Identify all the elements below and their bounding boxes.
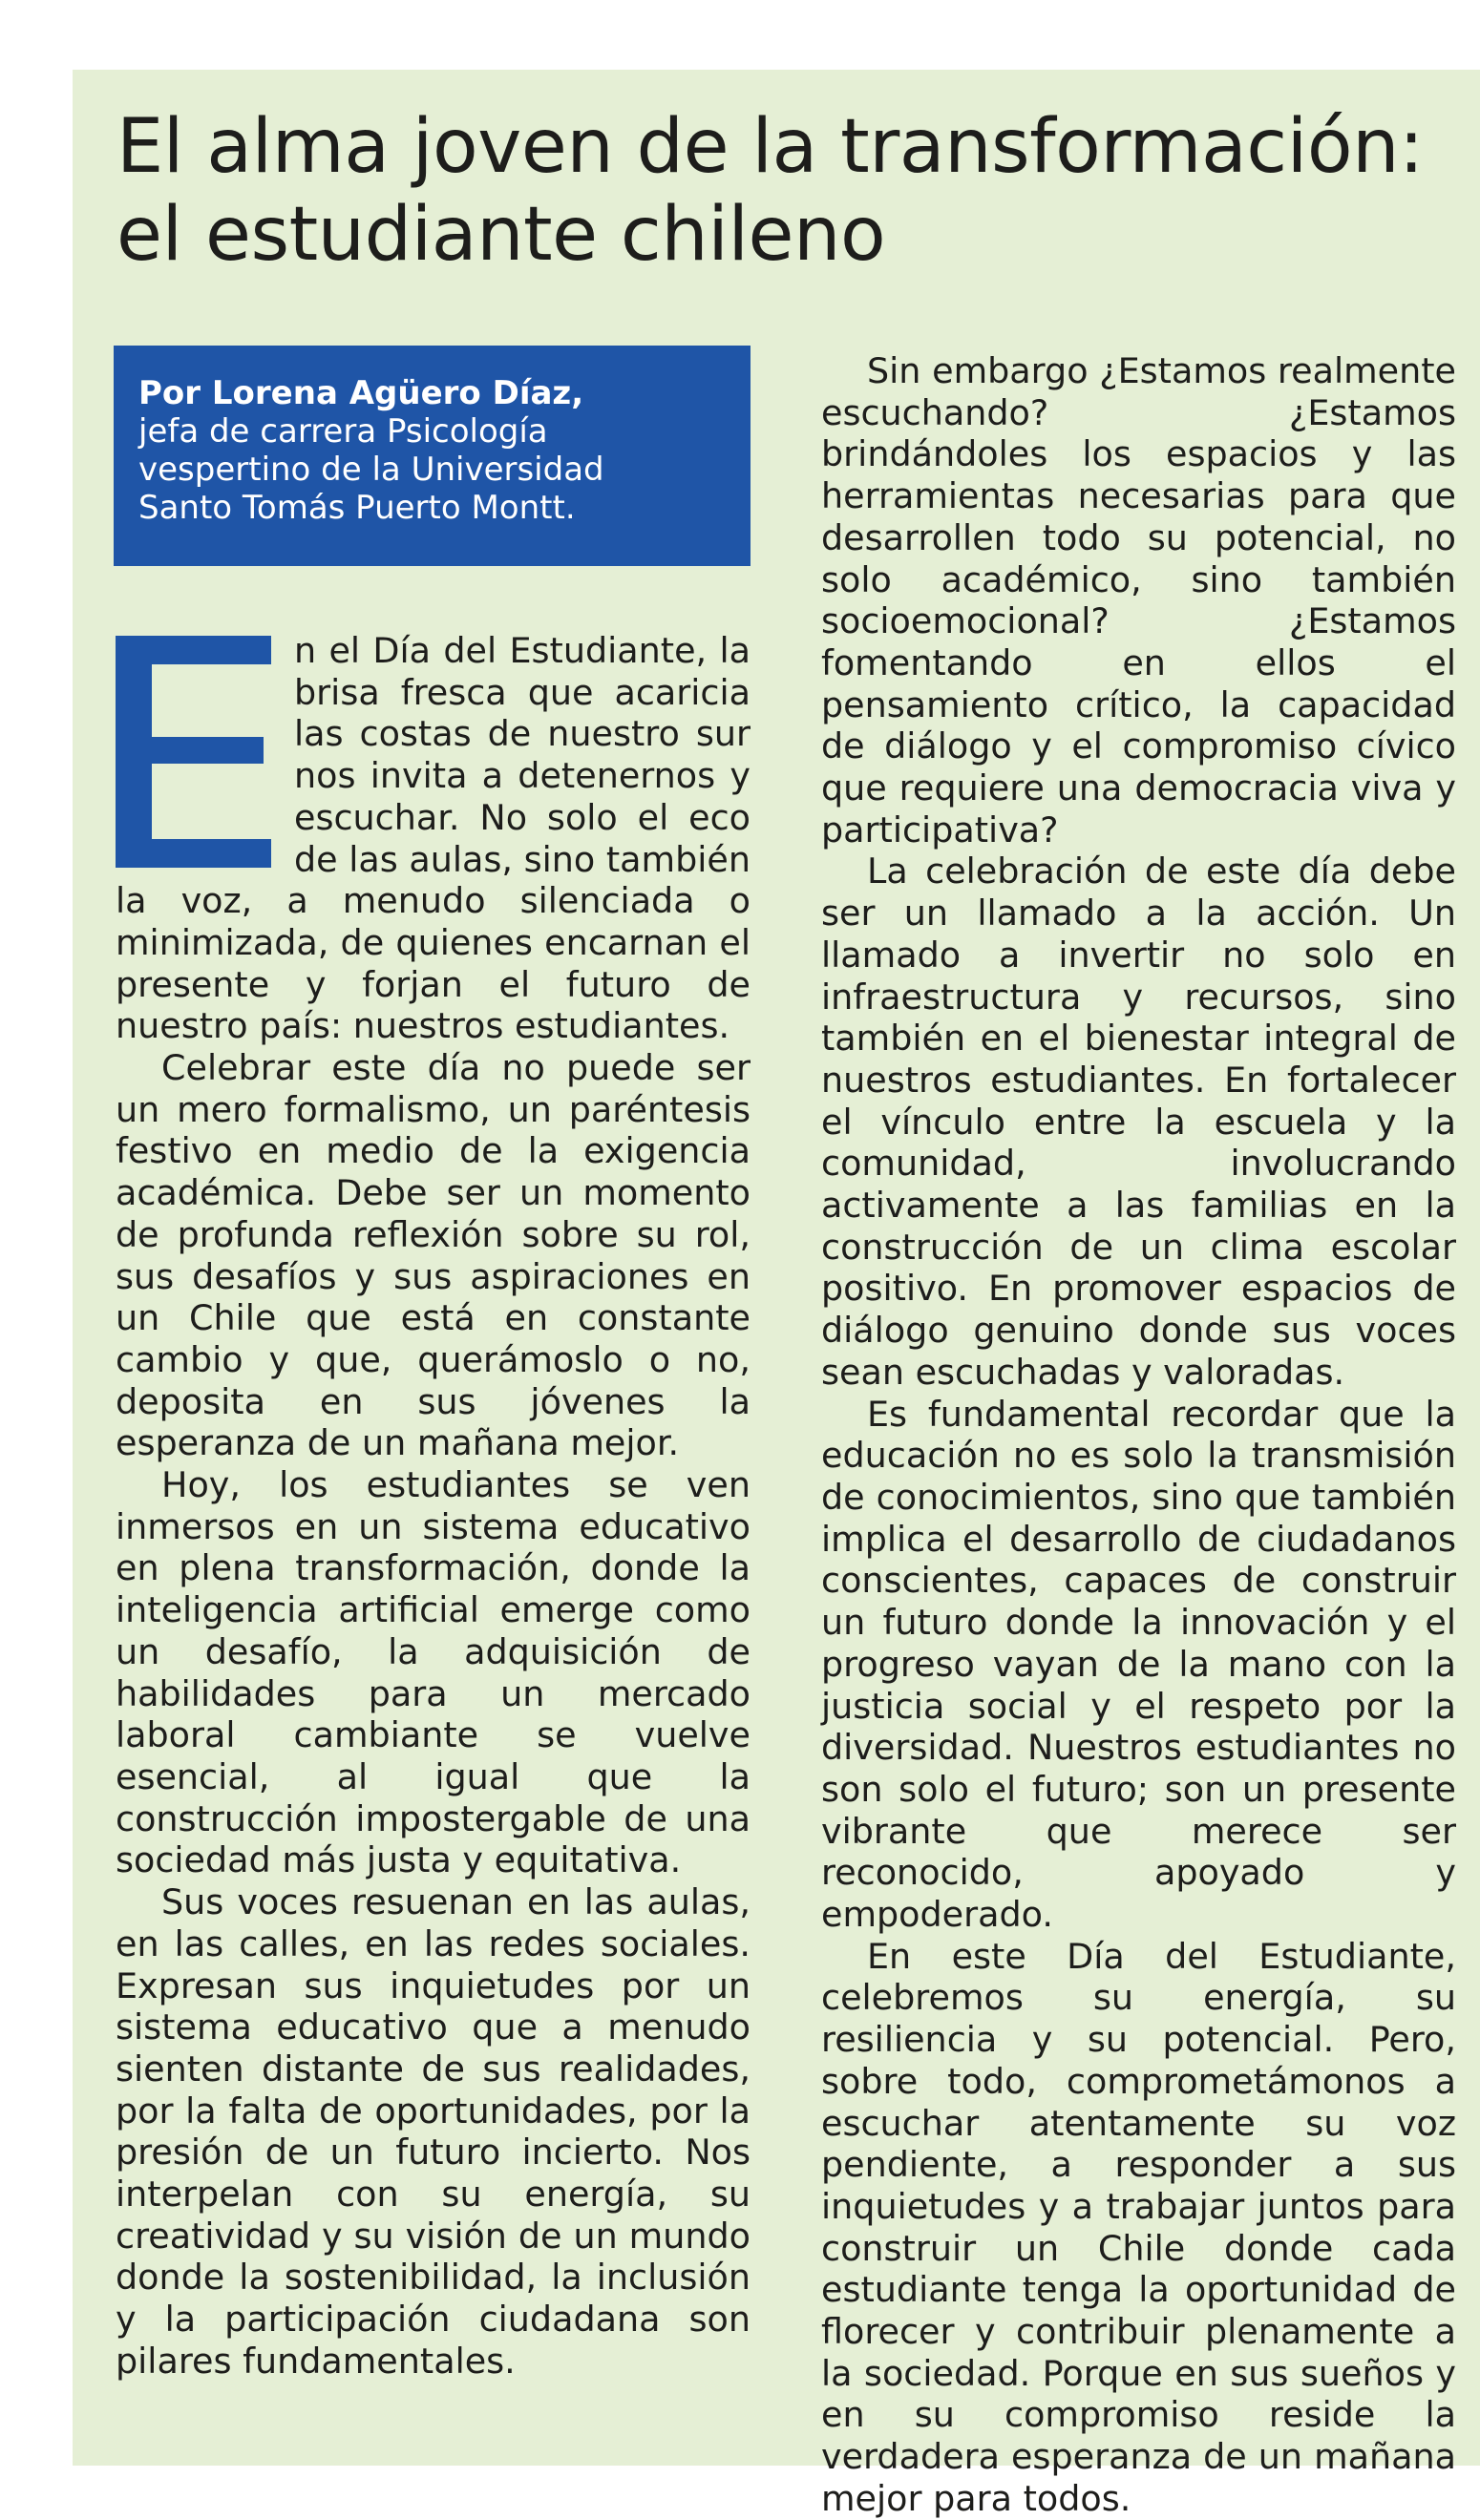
- column-right: [821, 350, 1456, 2520]
- author-role-line-2: vespertino de la Universidad: [138, 451, 604, 489]
- paragraph-7: Es fundamental recordar que la educación no es solo la transmisión de conocimientos, sino que también implica el desarrollo de ciudadanos conscientes, capaces de construir un futuro donde la innovación y el progreso vayan de la mano con la justicia social y el respeto por la diversidad. Nuestros estudiantes no son solo el futuro; son un presente vibrante que merece ser reconocido, apoyado y empoderado.: [821, 1393, 1456, 1936]
- headline-line-2: el estudiante chileno: [116, 192, 886, 278]
- paragraph-4: Sus voces resuenan en las aulas, en las calles, en las redes sociales. Expresan sus inquietudes por un sistema educativo que a menudo sienten distante de sus realidades, por la falta de oportunidades, por la presión de un futuro incierto. Nos interpelan con su energía, su creatividad y su visión de un mundo donde la sostenibilidad, la inclusión y la participación ciudadana son pilares fundamentales.: [116, 1881, 751, 2382]
- paragraph-8: En este Día del Estudiante, celebremos su energía, su resiliencia y su potencial. Pero, sobre todo, comprometámonos a escuchar atentamente su voz pendiente, a responder a sus inquietudes y a trabajar juntos para construir un Chile donde cada estudiante tenga la oportunidad de florecer y contribuir plenamente a la sociedad. Porque en sus sueños y en su compromiso reside la verdadera esperanza de un mañana mejor para todos.: [821, 1935, 1456, 2519]
- author-role-line-1: jefa de carrera Psicología: [138, 412, 548, 451]
- paragraph-3: Hoy, los estudiantes se ven inmersos en un sistema educativo en plena transformación, donde la inteligencia artificial emerge como un desafío, la adquisición de habilidades para un mercado laboral cambiante se vuelve esencial, al igual que la construcción impostergable de una sociedad más justa y equitativa.: [116, 1464, 751, 1881]
- headline: [116, 103, 1453, 279]
- paragraph-1-text: n el Día del Estudiante, la brisa fresca que acaricia las costas de nuestro sur nos invita a detenernos y escuchar. No solo el eco de las aulas, sino también la voz, a menudo silenciada o minimizada, de quienes encarnan el presente y forjan el futuro de nuestro país: nuestros estudiantes.: [116, 630, 751, 1047]
- paragraph-5: Sin embargo ¿Estamos realmente escuchando? ¿Estamos brindándoles los espacios y las herramientas necesarias para que desarrollen todo su potencial, no solo académico, sino también socioemocional? ¿Estamos fomentando en ellos el pensamiento crítico, la capacidad de diálogo y el compromiso cívico que requiere una democracia viva y participativa?: [821, 350, 1456, 850]
- column-left: [116, 630, 751, 2383]
- paragraph-1: [116, 630, 751, 1047]
- author-role-line-3: Santo Tomás Puerto Montt.: [138, 489, 576, 527]
- author-name: Por Lorena Agüero Díaz,: [138, 374, 584, 412]
- drop-cap: [116, 636, 271, 868]
- headline-line-1: El alma joven de la transformación:: [116, 104, 1424, 190]
- paragraph-2: Celebrar este día no puede ser un mero formalismo, un paréntesis festivo en medio de la exigencia académica. Debe ser un momento de profunda reflexión sobre su rol, sus desafíos y sus aspiraciones en un Chile que está en constante cambio y que, querámoslo o no, deposita en sus jóvenes la esperanza de un mañana mejor.: [116, 1047, 751, 1464]
- paragraph-6: La celebración de este día debe ser un llamado a la acción. Un llamado a invertir no solo en infraestructura y recursos, sino también en el bienestar integral de nuestros estudiantes. En fortalecer el vínculo entre la escuela y la comunidad, involucrando activamente a las familias en la construcción de un clima escolar positivo. En promover espacios de diálogo genuino donde sus voces sean escuchadas y valoradas.: [821, 850, 1456, 1393]
- byline-box: [114, 346, 751, 566]
